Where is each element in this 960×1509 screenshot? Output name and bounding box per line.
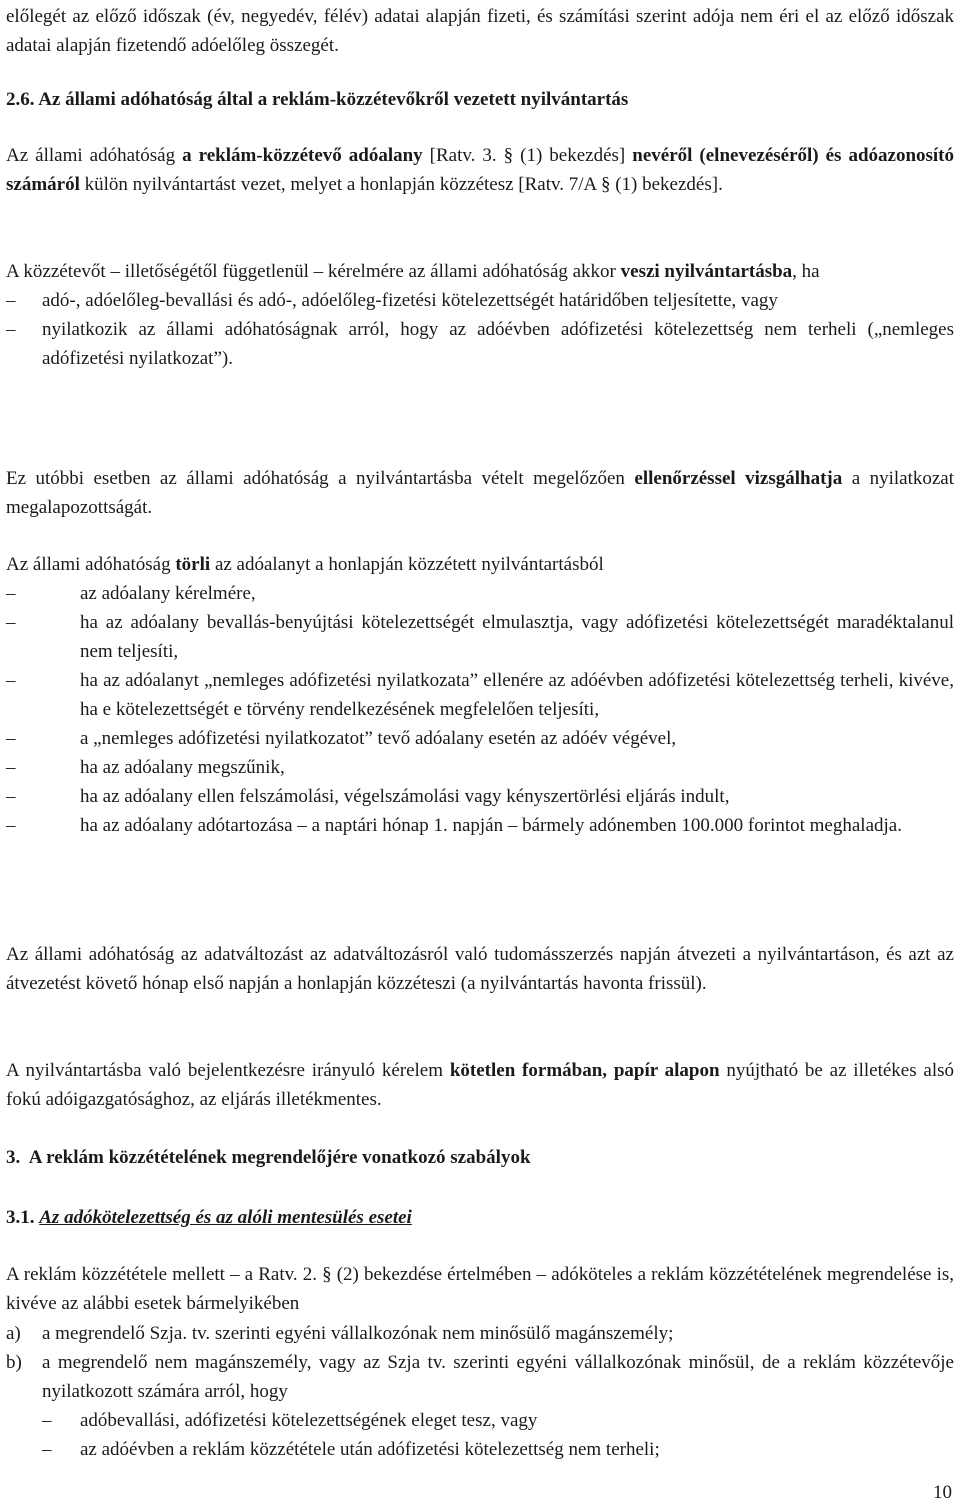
list-item-text: ha az adóalany adótartozása – a naptári hónap 1. napján – bármely adónemben 100.000 forintot meghaladja. (80, 815, 902, 836)
list-item-text: a „nemleges adófizetési nyilatkozatot” tevő adóalany esetén az adóév végével, (80, 728, 677, 749)
list-item (6, 1348, 954, 1406)
text-span: A közzétevőt – illetőségétől függetlenül – kérelmére az állami adóhatóság akkor (6, 261, 621, 282)
section-2-6-paragraph-3 (6, 464, 954, 522)
dash-bullet: – (6, 583, 16, 604)
text-span: , ha (792, 261, 820, 282)
page-number: 10 (933, 1482, 952, 1503)
text-span: Ez utóbbi esetben az állami adóhatóság a nyilvántartásba vételt megelőzően (6, 468, 635, 489)
list-item (6, 608, 954, 666)
section-number: 3.1. (6, 1207, 40, 1228)
section-2-6-paragraph-6 (6, 1056, 954, 1114)
list-item (6, 666, 954, 724)
dash-bullet: – (42, 1410, 52, 1431)
list-item-text: az adóalany kérelmére, (80, 583, 256, 604)
dash-bullet: – (6, 319, 16, 340)
section-2-6-heading: 2.6. Az állami adóhatóság által a reklám-közzétevőkről vezetett nyilvántartás (6, 89, 629, 110)
text-span: nyújtható be az illetékes alsó fokú adóigazgatósághoz, az eljárás illetékmentes. (6, 1060, 955, 1110)
bold-span: ellenőrzéssel vizsgálhatja (634, 468, 843, 489)
text-span: külön nyilvántartást vezet, melyet a honlapján közzétesz [Ratv. 7/A § (1) bekezdés]. (79, 174, 723, 195)
section-2-6-paragraph-5: Az állami adóhatóság az adatváltozást az adatváltozásról való tudomásszerzés napján átvezeti a nyilvántartáson, és azt az átvezetést követő hónap első napján a honlapján közzéteszi (a nyilvántartás havonta frissül). (6, 944, 954, 994)
bold-span: veszi nyilvántartásba (620, 261, 793, 282)
list-marker: a) (6, 1323, 21, 1344)
dash-bullet: – (6, 290, 16, 311)
section-3-1-heading (6, 1203, 954, 1232)
list-item-text: ha az adóalany bevallás-benyújtási kötelezettségét elmulasztja, vagy adófizetési kötelezettségét maradéktalanul nem teljesíti, (80, 612, 954, 662)
section-2-6-paragraph-4 (6, 550, 954, 840)
text-span: Az állami adóhatóság (6, 145, 183, 166)
list-item-text: az adóévben a reklám közzététele után adófizetési kötelezettség nem terheli; (80, 1439, 660, 1460)
text-span: az adóalanyt a honlapján közzétett nyilvántartásból (210, 554, 604, 575)
section-3-1-paragraph-1: A reklám közzététele mellett – a Ratv. 2. § (2) bekezdése értelmében – adóköteles a reklám közzétételének megrendelése is, kivéve az alábbi esetek bármelyikében (6, 1264, 954, 1314)
section-2-6-paragraph-1 (6, 141, 954, 199)
section-title: Az adókötelezettség és az alóli mentesülés esetei (39, 1207, 412, 1228)
list-item-text: a megrendelő nem magánszemély, vagy az Szja tv. szerinti egyéni vállalkozónak minősül, de a reklám közzétevője nyilatkozott számára arról, hogy (42, 1352, 954, 1402)
list-item-text: adó-, adóelőleg-bevallási és adó-, adóelőleg-fizetési kötelezettségét határidőben teljesítette, vagy (42, 290, 778, 311)
text-span: [Ratv. 3. § (1) bekezdés] (422, 145, 633, 166)
removal-conditions-list (6, 579, 954, 840)
bold-span: a reklám-közzétevő adóalany (182, 145, 423, 166)
dash-bullet: – (6, 815, 16, 836)
list-item (6, 579, 954, 608)
text-span: Az állami adóhatóság (6, 554, 176, 575)
intro-paragraph: előlegét az előző időszak (év, negyedév, félév) adatai alapján fizeti, és számítási szerint adója nem éri el az előző időszak adatai alapján fizetendő adóelőleg összegét. (6, 6, 954, 56)
exceptions-block (6, 1319, 954, 1464)
list-item (6, 1319, 954, 1348)
list-marker: b) (6, 1352, 22, 1373)
section-3-heading: 3. A reklám közzétételének megrendelőjére vonatkozó szabályok (6, 1147, 531, 1168)
bold-span: törli (175, 554, 211, 575)
list-item-text: nyilatkozik az állami adóhatóságnak arról, hogy az adóévben adófizetési kötelezettség nem terheli („nemleges adófizetési nyilatkozat”). (42, 319, 954, 369)
list-item (42, 1435, 954, 1464)
list-item (42, 1406, 954, 1435)
dash-bullet: – (6, 786, 16, 807)
dash-bullet: – (6, 757, 16, 778)
list-item (6, 315, 954, 373)
list-item (6, 782, 954, 811)
list-item-text: adóbevallási, adófizetési kötelezettségének eleget tesz, vagy (80, 1410, 538, 1431)
section-2-6-paragraph-2 (6, 257, 954, 373)
list-item-text: a megrendelő Szja. tv. szerinti egyéni vállalkozónak nem minősülő magánszemély; (42, 1323, 674, 1344)
list-item (6, 811, 954, 840)
text-span: A nyilvántartásba való bejelentkezésre irányuló kérelem (6, 1060, 450, 1081)
list-item-text: ha az adóalany megszűnik, (80, 757, 285, 778)
dash-bullet: – (6, 612, 16, 633)
list-item-text: ha az adóalany ellen felszámolási, végelszámolási vagy kényszertörlési eljárás indult, (80, 786, 730, 807)
bold-span: nevéről (elnevezéséről) és adóazonosító számáról (6, 145, 955, 195)
dash-bullet: – (6, 670, 16, 691)
dash-bullet: – (42, 1439, 52, 1460)
list-item (6, 753, 954, 782)
declaration-conditions-list (42, 1406, 954, 1464)
registration-conditions-list (6, 286, 954, 373)
list-item (6, 286, 954, 315)
text-span: a nyilatkozat megalapozottságát. (6, 468, 954, 518)
exceptions-list (6, 1319, 954, 1406)
bold-span: kötetlen formában, papír alapon (449, 1060, 720, 1081)
list-item-text: ha az adóalanyt „nemleges adófizetési nyilatkozata” ellenére az adóévben adófizetési kötelezettség terheli, kivéve, ha e kötelezettségét e törvény rendelkezésének megfelelően teljesíti, (80, 670, 954, 720)
dash-bullet: – (6, 728, 16, 749)
list-item (6, 724, 954, 753)
